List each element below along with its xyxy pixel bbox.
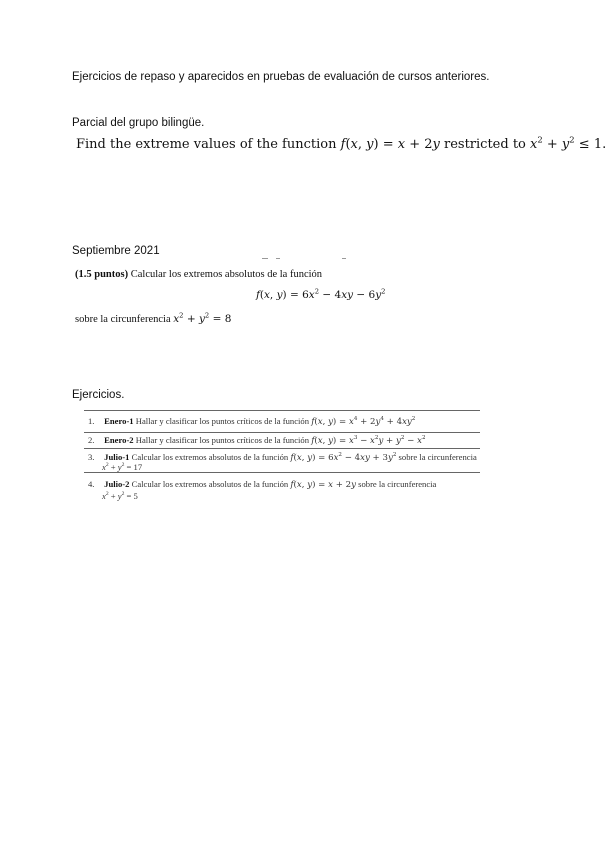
- exercise-formula: f(x, $y) = x^3 - x^2y + y^2 - x^2$: [311, 435, 426, 446]
- bilingual-restricted-text: restricted to: [444, 137, 526, 152]
- september-points: (1.5 puntos): [75, 269, 129, 280]
- exercise-item-4: [88, 479, 478, 490]
- september-function-formula: f(x, $y) = 6x^2 - 4xy - 6y^2$: [256, 287, 386, 301]
- september-problem: [75, 269, 322, 280]
- exercise-tag: Enero-2: [104, 435, 134, 445]
- exercise-text: Hallar y clasificar los puntos críticos de la función: [135, 435, 310, 445]
- exercise-tag: Enero-1: [104, 416, 134, 426]
- exercise-item-1: [88, 416, 478, 427]
- exercise-formula: f(x, $y) = x^4 + 2y^4 + 4xy^2$: [311, 416, 416, 427]
- september-circle-formula: $x^2 + y^2 = 8$: [173, 311, 232, 325]
- exercise-divider: [84, 472, 480, 473]
- bilingual-problem-text: Find the extreme values of the function: [76, 137, 337, 152]
- exercise-formula: f(x, y) = x + 2y: [290, 480, 356, 490]
- exercise-formula: f(x, $y) = 6x^2 - 4xy + 3y^2$: [290, 452, 397, 463]
- exercise-divider: [84, 432, 480, 433]
- exercise-text: Hallar y clasificar los puntos críticos de la función: [135, 416, 310, 426]
- exercise-number: 4.: [88, 479, 95, 489]
- scan-artifact-mark: [276, 258, 280, 259]
- september-constraint: [75, 313, 231, 325]
- exercise-tail-text: sobre la circunferencia: [358, 479, 437, 489]
- exercises-heading: Ejercicios.: [72, 389, 125, 401]
- september-prompt: Calcular los extremos absolutos de la función: [130, 269, 323, 280]
- exercise-tail-text: sobre la circunferencia: [398, 452, 477, 462]
- september-heading: Septiembre 2021: [72, 245, 160, 257]
- scan-artifact-mark: [342, 258, 346, 259]
- exercise-number: 3.: [88, 452, 95, 462]
- exercise-item-4-constraint: $x^2 + y^2 = 5$: [102, 491, 138, 501]
- intro-text: Ejercicios de repaso y aparecidos en pruebas de evaluación de cursos anteriores.: [72, 71, 490, 83]
- exercise-number: 1.: [88, 416, 95, 426]
- scan-artifact-mark: [262, 258, 268, 259]
- exercise-text: Calcular los extremos absolutos de la función: [131, 479, 289, 489]
- exercise-divider: [84, 448, 480, 449]
- exercise-item-3-constraint: $x^2 + y^2 = 17$: [102, 462, 143, 472]
- bilingual-heading: Parcial del grupo bilingüe.: [72, 117, 205, 129]
- september-circle-text: sobre la circunferencia: [75, 314, 171, 325]
- exercise-number: 2.: [88, 435, 95, 445]
- bilingual-problem: [76, 134, 606, 152]
- bilingual-constraint-formula: $x^2 + y^2 \le 1$.: [530, 134, 606, 152]
- bilingual-function-formula: f(x, y) = x + 2y: [340, 137, 440, 152]
- exercise-tag: Julio-1: [104, 452, 130, 462]
- exercise-divider: [84, 410, 480, 411]
- exercise-item-2: [88, 435, 478, 446]
- exercise-tag: Julio-2: [104, 479, 130, 489]
- exercise-text: Calcular los extremos absolutos de la función: [131, 452, 289, 462]
